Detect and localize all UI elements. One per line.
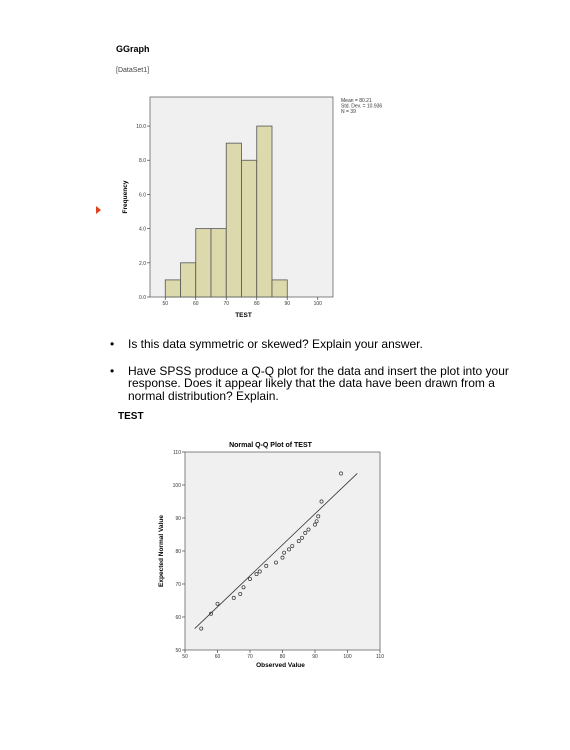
y-tick-label: 90	[175, 516, 181, 522]
x-axis-label: Observed Value	[256, 662, 305, 669]
x-tick-label: 90	[284, 301, 291, 307]
y-tick-label: 70	[175, 582, 181, 588]
y-tick-label: 10.0	[136, 124, 146, 131]
bullet-icon: •	[110, 363, 115, 378]
output-heading: GGraph	[116, 44, 150, 54]
x-tick-label: 70	[247, 654, 253, 660]
x-tick-label: 110	[376, 654, 384, 660]
y-tick-label: 60	[175, 615, 181, 621]
y-tick-label: 80	[175, 549, 181, 555]
x-tick-label: 100	[313, 301, 322, 307]
x-tick-label: 90	[312, 654, 318, 660]
qq-title: Normal Q-Q Plot of TEST	[229, 442, 312, 449]
legend-entry: N = 39	[341, 109, 356, 115]
x-tick-label: 80	[253, 301, 260, 307]
x-tick-label: 50	[162, 301, 169, 307]
y-tick-label: 110	[173, 450, 181, 456]
legend-entry: Std. Dev. = 10.936	[341, 103, 383, 110]
legend-entry: Mean = 80.21	[341, 98, 372, 104]
section-label: TEST	[118, 411, 144, 422]
x-tick-label: 60	[214, 654, 221, 660]
y-tick-label: 6.0	[139, 192, 146, 199]
x-tick-label: 60	[192, 301, 199, 307]
y-tick-label: 50	[175, 648, 181, 654]
y-tick-label: 4.0	[139, 226, 146, 233]
question-1-text: Is this data symmetric or skewed? Explain your answer.	[128, 337, 423, 351]
x-tick-label: 100	[343, 654, 352, 660]
bullet-icon: •	[110, 337, 115, 351]
qq-plot-area	[185, 452, 380, 650]
y-tick-label: 2.0	[139, 260, 146, 267]
y-tick-label: 8.0	[139, 158, 146, 165]
y-tick-label: 0.0	[139, 295, 146, 301]
question-2-text: Have SPSS produce a Q-Q plot for the data and insert the plot into your response. Does it appear likely that the data have been drawn from a normal distribution? Explain.	[128, 363, 509, 403]
x-tick-label: 80	[279, 654, 286, 660]
x-tick-label: 50	[182, 654, 188, 660]
y-tick-label: 100	[172, 483, 181, 489]
x-axis-label: TEST	[235, 312, 252, 319]
dataset-label: [DataSet1]	[116, 67, 150, 74]
y-axis-label: Expected Normal Value	[158, 515, 165, 587]
x-tick-label: 70	[223, 301, 230, 307]
y-axis-label: Frequency	[122, 180, 129, 214]
